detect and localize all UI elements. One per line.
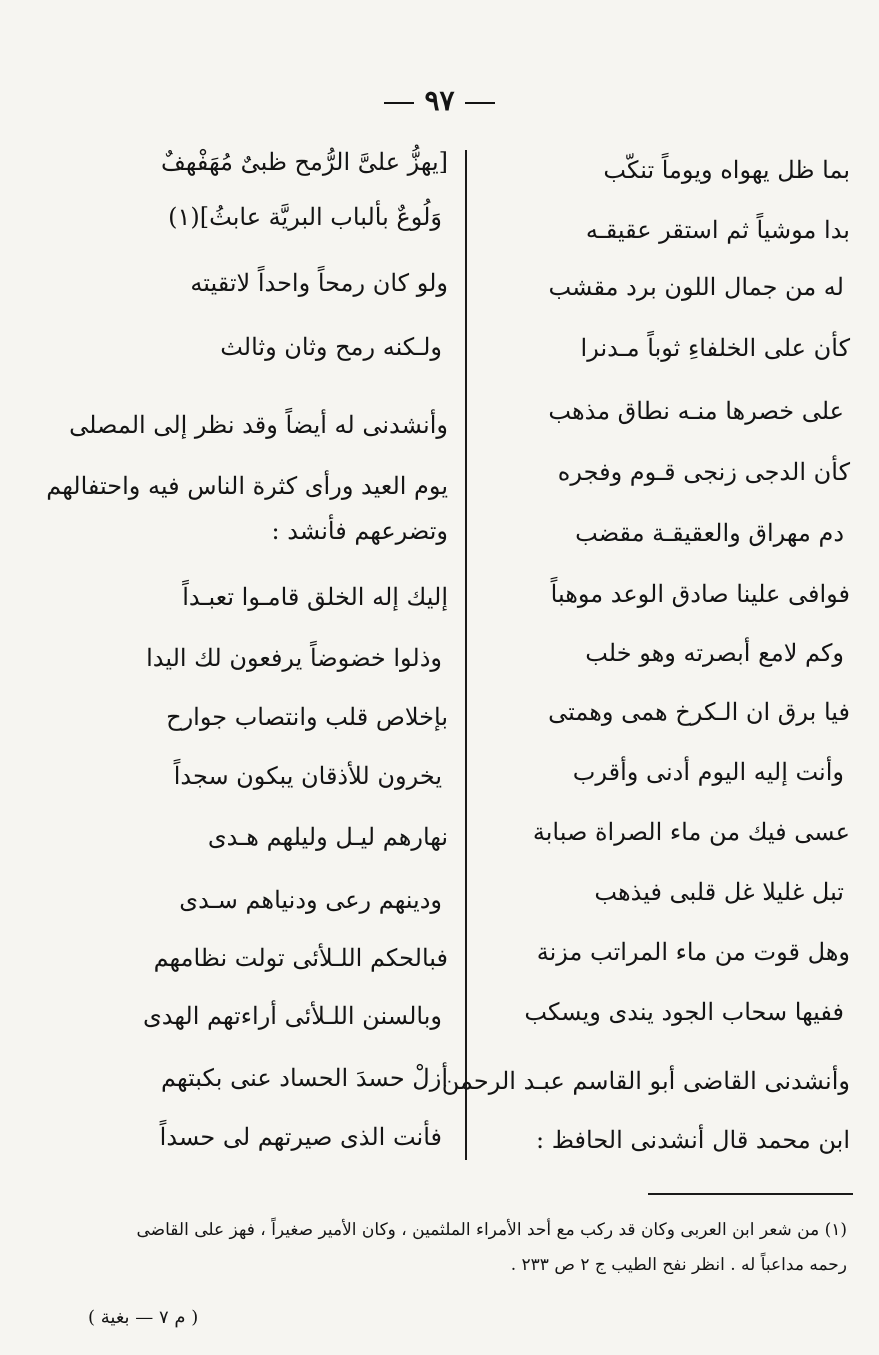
verse-line: وأنت إليه اليوم أدنى وأقرب <box>572 758 844 786</box>
verse-line: ولو كان رمحاً واحداً لاتقيته <box>190 269 448 297</box>
verse-line: نهارهم ليـل وليلهم هـدى <box>207 823 448 851</box>
verse-line: ولـكنه رمح وثان وثالث <box>220 333 442 361</box>
prose-line: وتضرعهم فأنشد : <box>271 517 448 545</box>
verse-line: وبالسنن اللـلأئى أراءتهم الهدى <box>142 1002 442 1030</box>
verse-line: فبالحكم اللـلأئى تولت نظامهم <box>153 944 448 972</box>
prose-line: وأنشدنى القاضى أبو القاسم عبـد الرحمن <box>441 1067 850 1095</box>
verse-line: يخرون للأذقان يبكون سجداً <box>173 762 442 790</box>
verse-line: له من جمال اللون برد مقشب <box>548 273 844 301</box>
verse-line: إليك إله الخلق قامـوا تعبـداً <box>182 583 448 611</box>
verse-line: وكم لامع أبصرته وهو خلب <box>585 639 844 667</box>
verse-line: أزلْ حسدَ الحساد عنى بكبتهم <box>161 1064 448 1092</box>
column-divider <box>465 150 467 1160</box>
prose-line: يوم العيد ورأى كثرة الناس فيه واحتفالهم <box>46 472 448 500</box>
verse-line: بدا موشياً ثم استقر عقيقـه <box>585 216 850 244</box>
verse-line: تبل غليلا غل قلبى فيذهب <box>594 878 844 906</box>
page-number-text: ٩٧ <box>424 84 455 117</box>
verse-line: فوافى علينا صادق الوعد موهباً <box>550 580 850 608</box>
verse-line: [يهزُّ علىَّ الرُّمح ظبىٌ مُهَفْهفٌ <box>160 148 448 176</box>
verse-line: ودينهم رعى ودنياهم سـدى <box>179 886 442 914</box>
verse-line: وهل قوت من ماء المراتب مزنة <box>536 938 850 966</box>
verse-line: وَلُوعٌ بألباب البريَّة عابثُ](١) <box>168 203 442 231</box>
verse-line: بما ظل يهواه ويوماً تنكّب <box>603 156 850 184</box>
footnote-rule <box>648 1193 853 1195</box>
verse-line: عسى فيك من ماء الصراة صبابة <box>532 818 850 846</box>
prose-line: وأنشدنى له أيضاً وقد نظر إلى المصلى <box>69 411 448 439</box>
verse-line: وذلوا خضوضاً يرفعون لك اليدا <box>146 644 442 672</box>
verse-line: ففيها سحاب الجود يندى ويسكب <box>524 998 844 1026</box>
left-column <box>46 0 448 1200</box>
verse-line: فيا برق ان الـكرخ همى وهمتى <box>548 698 850 726</box>
verse-line: كأن على الخلفاءِ ثوباً مـدنرا <box>580 334 850 362</box>
verse-line: على خصرها منـه نطاق مذهب <box>548 397 844 425</box>
verse-line: دم مهراق والعقيقـة مقضب <box>575 519 844 547</box>
prose-line: ابن محمد قال أنشدنى الحافظ : <box>536 1126 850 1154</box>
right-column <box>441 0 850 1200</box>
footnote-line-1: (١) من شعر ابن العربى وكان قد ركب مع أحد الأمراء الملثمين ، وكان الأمير صغيراً ، فهز على القاضى <box>136 1220 847 1240</box>
verse-line: فأنت الذى صيرتهم لى حسداً <box>159 1123 442 1151</box>
signature-mark: ( م ٧ — بغية ) <box>88 1307 199 1328</box>
verse-line: بإخلاص قلب وانتصاب جوارح <box>166 703 448 731</box>
verse-line: كأن الدجى زنجى قـوم وفجره <box>557 458 850 486</box>
footnote-line-2: رحمه مداعباً له . انظر نفح الطيب ج ٢ ص ٢٣٣ . <box>510 1255 847 1275</box>
